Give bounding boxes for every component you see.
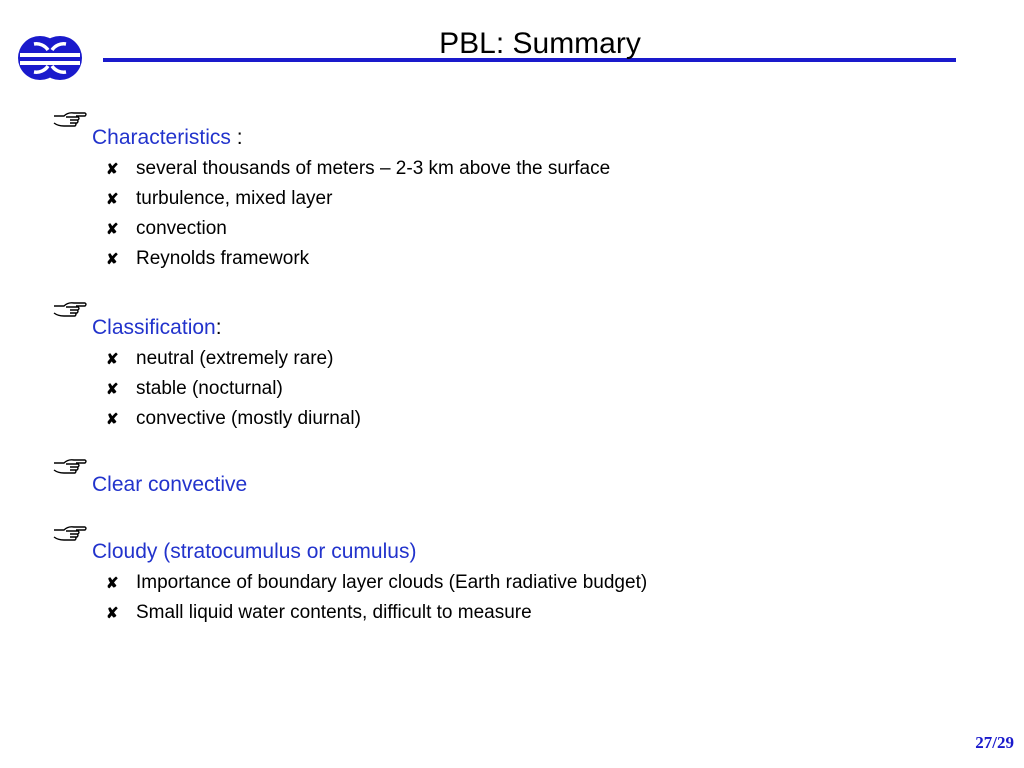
- pointing-hand-icon: [52, 536, 92, 558]
- list-item: [106, 244, 610, 274]
- pointing-hand-icon: [52, 122, 92, 144]
- section-heading: Clear convective: [92, 473, 248, 496]
- list-item: [106, 568, 647, 598]
- list-item-text: convection: [136, 218, 227, 239]
- list-item-text: turbulence, mixed layer: [136, 188, 333, 209]
- list-item-text: Reynolds framework: [136, 248, 310, 269]
- pointing-hand-icon: [52, 312, 92, 334]
- cross-mark-icon: ✘: [106, 161, 119, 178]
- cross-mark-icon: ✘: [106, 251, 119, 268]
- list-item: [106, 344, 361, 374]
- section-clear-convective: [52, 469, 247, 499]
- section-heading: Cloudy (stratocumulus or cumulus): [92, 540, 417, 563]
- cross-mark-icon: ✘: [106, 191, 119, 208]
- list-item-text: Importance of boundary layer clouds (Earth radiative budget): [136, 572, 648, 593]
- section-cloudy: [52, 536, 647, 628]
- cross-mark-icon: ✘: [106, 381, 119, 398]
- cross-mark-icon: ✘: [106, 351, 119, 368]
- section-heading: Classification: [92, 316, 216, 339]
- list-item-text: Small liquid water contents, difficult to measure: [136, 602, 532, 623]
- list-item-text: neutral (extremely rare): [136, 348, 334, 369]
- list-item-text: several thousands of meters – 2-3 km above the surface: [136, 158, 611, 179]
- section-classification: [52, 312, 361, 434]
- list-item: [106, 404, 361, 434]
- section-suffix: :: [215, 316, 222, 339]
- list-item-text: stable (nocturnal): [136, 378, 283, 399]
- cross-mark-icon: ✘: [106, 411, 119, 428]
- list-item: [106, 598, 647, 628]
- cross-mark-icon: ✘: [106, 575, 119, 592]
- list-item: [106, 184, 610, 214]
- list-item: [106, 374, 361, 404]
- cross-mark-icon: ✘: [106, 221, 119, 238]
- section-characteristics: [52, 122, 610, 274]
- section-heading: Characteristics: [92, 126, 231, 149]
- list-item: [106, 154, 610, 184]
- pointing-hand-icon: [52, 469, 92, 491]
- slide-title: PBL: Summary: [439, 27, 641, 60]
- list-item-text: convective (mostly diurnal): [136, 408, 361, 429]
- list-item: [106, 214, 610, 244]
- section-suffix: :: [230, 126, 243, 149]
- cross-mark-icon: ✘: [106, 605, 119, 622]
- page-number: 27/29: [975, 733, 1014, 752]
